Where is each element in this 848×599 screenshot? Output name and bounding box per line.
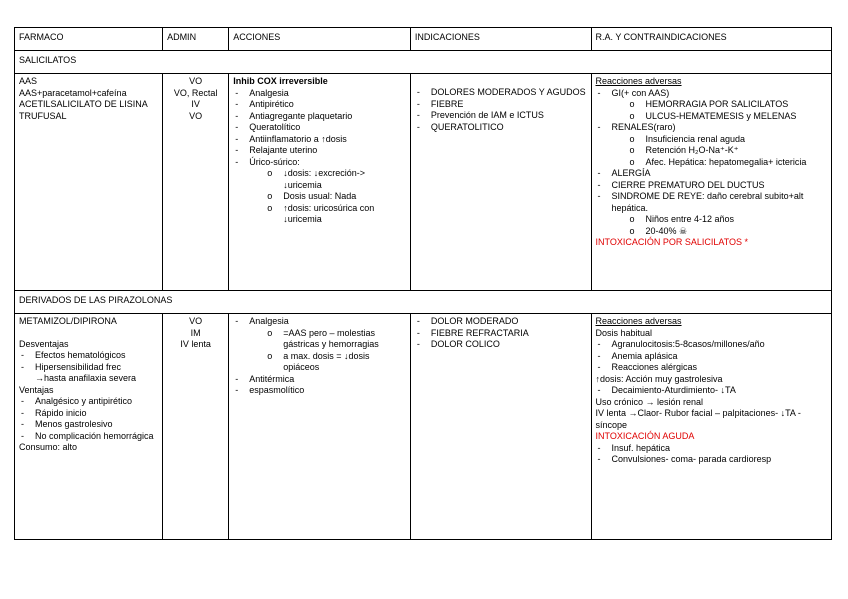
list-item-text: Úrico-súrico: bbox=[249, 156, 300, 167]
header-row bbox=[15, 28, 832, 51]
list-item-text: DOLOR MODERADO bbox=[430, 316, 519, 326]
list-item bbox=[415, 99, 587, 111]
sub-list-item-text: ULCUS-HEMATEMESIS y MELENAS bbox=[645, 110, 797, 121]
list-item bbox=[233, 88, 406, 100]
list-item-text: Analgesia bbox=[249, 316, 289, 326]
table-row bbox=[15, 74, 832, 291]
farmaco-cell bbox=[15, 314, 163, 540]
sub-list-item bbox=[267, 191, 406, 203]
list-item bbox=[596, 443, 828, 455]
sub-list-item bbox=[630, 226, 828, 238]
sub-list-item-text: a max. dosis = ↓dosis opiáceos bbox=[283, 350, 370, 372]
sub-list-item-text: Insuficiencia renal aguda bbox=[645, 133, 746, 144]
list-item-text: FIEBRE REFRACTARIA bbox=[430, 327, 529, 338]
sub-list-item-text: Niños entre 4-12 años bbox=[645, 214, 735, 224]
ra-list bbox=[596, 443, 828, 466]
ra-uso-cronico: Uso crónico → lesión renal bbox=[595, 396, 704, 407]
admin-cell bbox=[163, 74, 229, 291]
text-line: VO, Rectal bbox=[173, 87, 218, 98]
list-item-text: espasmolítico bbox=[249, 385, 305, 395]
list-item-text: Insuf. hepática bbox=[611, 442, 671, 453]
sub-list-item-text: ↓dosis: ↓excreción-> ↓uricemia bbox=[283, 168, 366, 190]
sub-list-item bbox=[630, 134, 828, 146]
ra-list bbox=[596, 385, 828, 397]
list-item-text: GI(+ con AAS) bbox=[611, 87, 670, 98]
list-item-text: DOLOR COLICO bbox=[430, 339, 500, 349]
list-item bbox=[19, 431, 158, 443]
acciones-cell bbox=[229, 74, 411, 291]
sub-list-item bbox=[267, 351, 406, 374]
list-item-text: QUERATOLITICO bbox=[430, 121, 504, 132]
sub-list-item bbox=[267, 203, 406, 226]
ra-cell bbox=[591, 74, 832, 291]
indicaciones-list bbox=[415, 87, 587, 133]
indicaciones-list bbox=[415, 316, 587, 351]
list-item bbox=[415, 110, 587, 122]
text-line: VO bbox=[189, 110, 203, 121]
list-item bbox=[233, 374, 406, 386]
list-item-text: CIERRE PREMATURO DEL DUCTUS bbox=[611, 179, 765, 190]
text-line: IM bbox=[190, 327, 201, 338]
sub-list bbox=[612, 214, 828, 237]
sub-list-item-text: Afec. Hepática: hepatomegalia+ ictericia bbox=[645, 156, 807, 167]
section-row-pirazolonas bbox=[15, 291, 832, 314]
sub-list-item bbox=[267, 168, 406, 191]
list-item-text: Antitérmica bbox=[249, 373, 295, 384]
section-title: SALICILATOS bbox=[15, 51, 832, 74]
list-item bbox=[596, 168, 828, 180]
ventajas-label: Ventajas bbox=[19, 384, 54, 395]
list-item bbox=[596, 88, 828, 123]
ra-list bbox=[596, 339, 828, 374]
sub-list-item-text: =AAS pero – molestias gástricas y hemorragias bbox=[283, 327, 379, 349]
ra-title: Reacciones adversas bbox=[595, 316, 682, 326]
list-item bbox=[233, 316, 406, 374]
header-farmaco: FARMACO bbox=[15, 28, 163, 51]
farmaco-cell bbox=[15, 74, 163, 291]
sub-list-item-text: Retención H₂O-Na⁺-K⁺ bbox=[645, 145, 739, 155]
list-item bbox=[415, 316, 587, 328]
sub-list bbox=[612, 134, 828, 169]
desventajas-label: Desventajas bbox=[19, 338, 69, 349]
section-row-salicilatos bbox=[15, 51, 832, 74]
list-item bbox=[596, 122, 828, 168]
list-item-text: Analgésico y antipirético bbox=[35, 396, 133, 406]
list-item bbox=[596, 191, 828, 237]
list-item-text: Reacciones alérgicas bbox=[611, 362, 698, 372]
list-item-continuation: →hasta anafilaxia severa bbox=[35, 373, 137, 383]
list-item bbox=[19, 362, 158, 385]
list-item-text: Anemia aplásica bbox=[611, 350, 678, 361]
list-item-text: Agranulocitosis:5-8casos/millones/año bbox=[611, 339, 765, 349]
text-line: IV bbox=[191, 99, 200, 109]
list-item-text: SINDROME DE REYE: daño cerebral subito+alt hepática. bbox=[611, 191, 804, 213]
ra-dosis-alta: ↑dosis: Acción muy gastrolesiva bbox=[595, 373, 723, 384]
sub-list-item-text: HEMORRAGIA POR SALICILATOS bbox=[645, 99, 789, 109]
sub-list-item bbox=[630, 214, 828, 226]
header-ra: R.A. Y CONTRAINDICACIONES bbox=[591, 28, 832, 51]
list-item-text: Antiagregante plaquetario bbox=[249, 110, 353, 121]
sub-list-item-text: 20-40% ☠ bbox=[645, 225, 688, 236]
acciones-list bbox=[233, 316, 406, 397]
sub-list-item bbox=[267, 328, 406, 351]
sub-list bbox=[249, 328, 406, 374]
text-line: TRUFUSAL bbox=[19, 110, 67, 121]
list-item-text: Antiinflamatorio a ↑dosis bbox=[249, 133, 347, 144]
ra-list bbox=[596, 88, 828, 238]
list-item bbox=[415, 87, 587, 99]
sub-list-item bbox=[630, 157, 828, 169]
header-admin: ADMIN bbox=[163, 28, 229, 51]
list-item-text: Analgesia bbox=[249, 87, 289, 98]
list-item bbox=[19, 408, 158, 420]
list-item bbox=[596, 339, 828, 351]
ra-iv-lenta: IV lenta →Claor- Rubor facial – palpitaciones- ↓TA - síncope bbox=[595, 408, 801, 430]
list-item-text: Efectos hematológicos bbox=[35, 350, 126, 360]
table-row bbox=[15, 314, 832, 540]
list-item bbox=[596, 180, 828, 192]
list-item bbox=[415, 122, 587, 134]
desventajas-list bbox=[19, 350, 158, 385]
list-item-text: RENALES(raro) bbox=[611, 122, 676, 132]
sub-list-item bbox=[630, 145, 828, 157]
ra-warning: INTOXICACIÓN POR SALICILATOS * bbox=[595, 237, 749, 247]
list-item-text: Convulsiones- coma- parada cardioresp bbox=[611, 454, 772, 464]
sub-list bbox=[612, 99, 828, 122]
list-item bbox=[233, 111, 406, 123]
list-item bbox=[596, 385, 828, 397]
indicaciones-cell bbox=[410, 74, 591, 291]
ra-dosis-habitual: Dosis habitual bbox=[595, 327, 653, 338]
list-item-text: Antipirético bbox=[249, 99, 294, 109]
list-item-text: ALERGÍA bbox=[611, 168, 651, 178]
sub-list-item-text: Dosis usual: Nada bbox=[283, 191, 357, 201]
list-item-text: Decaimiento-Aturdimiento- ↓TA bbox=[611, 385, 736, 395]
sub-list-item bbox=[630, 99, 828, 111]
text-line: VO bbox=[189, 316, 203, 326]
list-item bbox=[19, 350, 158, 362]
farmaco-name: METAMIZOL/DIPIRONA bbox=[19, 316, 117, 326]
acciones-list bbox=[233, 88, 406, 226]
list-item-text: Rápido inicio bbox=[35, 407, 87, 418]
list-item bbox=[233, 157, 406, 226]
list-item-text: Hipersensibilidad frec bbox=[35, 361, 122, 372]
list-item-text: Menos gastrolesivo bbox=[35, 419, 113, 429]
list-item bbox=[596, 362, 828, 374]
ra-cell bbox=[591, 314, 832, 540]
list-item bbox=[415, 339, 587, 351]
header-acciones: ACCIONES bbox=[229, 28, 411, 51]
sub-list-item bbox=[630, 111, 828, 123]
text-line: ACETILSALICILATO DE LISINA bbox=[19, 99, 148, 109]
text-line: AAS bbox=[19, 76, 38, 86]
list-item bbox=[233, 122, 406, 134]
pharmacology-table bbox=[14, 27, 832, 540]
list-item bbox=[596, 351, 828, 363]
section-title: DERIVADOS DE LAS PIRAZOLONAS bbox=[15, 291, 832, 314]
header-indicaciones: INDICACIONES bbox=[410, 28, 591, 51]
sub-list bbox=[249, 168, 406, 226]
text-line: VO bbox=[189, 76, 203, 86]
acciones-title: Inhib COX irreversible bbox=[233, 76, 328, 86]
text-line: IV lenta bbox=[180, 339, 211, 349]
list-item bbox=[233, 99, 406, 111]
list-item-text: No complicación hemorrágica bbox=[35, 430, 154, 441]
list-item bbox=[415, 328, 587, 340]
list-item-text: DOLORES MODERADOS Y AGUDOS bbox=[430, 87, 586, 97]
list-item bbox=[596, 454, 828, 466]
consumo-text: Consumo: alto bbox=[19, 442, 78, 452]
text-line: AAS+paracetamol+cafeína bbox=[19, 87, 127, 98]
list-item bbox=[19, 419, 158, 431]
indicaciones-cell bbox=[410, 314, 591, 540]
list-item-text: Prevención de IAM e ICTUS bbox=[430, 110, 544, 120]
admin-cell bbox=[163, 314, 229, 540]
list-item-text: FIEBRE bbox=[430, 98, 464, 109]
list-item bbox=[233, 145, 406, 157]
list-item bbox=[233, 134, 406, 146]
ventajas-list bbox=[19, 396, 158, 442]
acciones-cell bbox=[229, 314, 411, 540]
list-item-text: Relajante uterino bbox=[249, 145, 318, 155]
sub-list-item-text: ↑dosis: uricosúrica con ↓uricemia bbox=[283, 202, 375, 224]
list-item bbox=[233, 385, 406, 397]
list-item bbox=[19, 396, 158, 408]
ra-warning: INTOXICACIÓN AGUDA bbox=[595, 431, 695, 441]
list-item-text: Queratolítico bbox=[249, 122, 301, 132]
ra-title: Reacciones adversas bbox=[595, 76, 682, 86]
